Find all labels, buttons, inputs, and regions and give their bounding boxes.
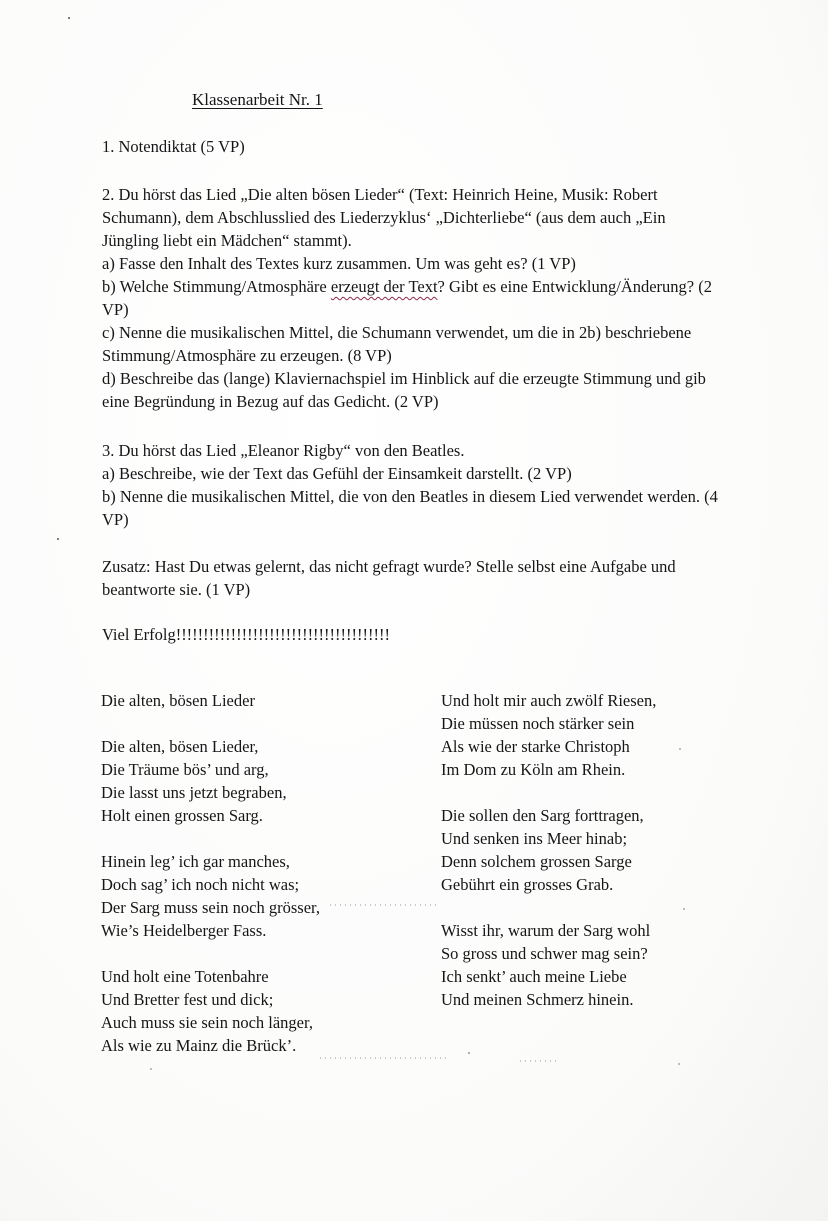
task-3 [102, 439, 742, 531]
scan-noise [320, 1057, 450, 1059]
scan-speck [68, 17, 70, 19]
poem-line: Die sollen den Sarg forttragen, [441, 806, 644, 825]
task-2-intro-line: Jüngling liebt ein Mädchen“ stammt). [102, 231, 352, 250]
poem-line: Die alten, bösen Lieder, [101, 737, 259, 756]
poem-line: Die Träume bös’ und arg, [101, 760, 269, 779]
scan-speck [683, 908, 685, 910]
poem-line: Und Bretter fest und dick; [101, 990, 274, 1009]
task-2c-line: c) Nenne die musikalischen Mittel, die Schumann verwendet, um die in 2b) beschriebene [102, 323, 692, 342]
task-2b-start: b) Welche Stimmung/Atmosphäre [102, 277, 331, 296]
task-2-intro-line: 2. Du hörst das Lied „Die alten bösen Lieder“ (Text: Heinrich Heine, Musik: Robert [102, 185, 658, 204]
scan-noise [330, 904, 440, 906]
scan-speck [150, 1068, 152, 1070]
poem-line: Wie’s Heidelberger Fass. [101, 921, 267, 940]
task-1 [102, 135, 742, 158]
poem-line: So gross und schwer mag sein? [441, 944, 648, 963]
scan-speck [468, 1052, 470, 1054]
bonus-task-line: Zusatz: Hast Du etwas gelernt, das nicht gefragt wurde? Stelle selbst eine Aufgabe und [102, 557, 676, 576]
poem-line: Wisst ihr, warum der Sarg wohl [441, 921, 651, 940]
poem-line: Und holt mir auch zwölf Riesen, [441, 691, 657, 710]
poem-line: Und senken ins Meer hinab; [441, 829, 628, 848]
poem-line: Gebührt ein grosses Grab. [441, 875, 614, 894]
task-3b-line: b) Nenne die musikalischen Mittel, die von den Beatles in diesem Lied verwendet werden. (4 [102, 487, 718, 506]
task-2c-line: Stimmung/Atmosphäre zu erzeugen. (8 VP) [102, 346, 392, 365]
poem-title: Die alten, bösen Lieder [101, 691, 255, 710]
task-2b [102, 275, 742, 298]
task-2d-line: eine Begründung in Bezug auf das Gedicht. (2 VP) [102, 392, 439, 411]
poem-line: Als wie der starke Christoph [441, 737, 630, 756]
scan-noise [520, 1060, 560, 1062]
task-3-intro: 3. Du hörst das Lied „Eleanor Rigby“ von den Beatles. [102, 441, 465, 460]
page-title: Klassenarbeit Nr. 1 [192, 90, 323, 109]
poem-line: Der Sarg muss sein noch grösser, [101, 898, 321, 917]
poem-line: Und meinen Schmerz hinein. [441, 990, 634, 1009]
task-3b-line: VP) [102, 510, 129, 529]
poem-line: Die lasst uns jetzt begraben, [101, 783, 287, 802]
task-2b-continuation: VP) [102, 300, 129, 319]
poem-line: Die müssen noch stärker sein [441, 714, 635, 733]
closing-line [102, 623, 742, 646]
good-luck-text: Viel Erfolg!!!!!!!!!!!!!!!!!!!!!!!!!!!!!!!!!!!!!!! [102, 625, 390, 644]
poem-line: Und holt eine Totenbahre [101, 967, 269, 986]
task-2 [102, 183, 742, 413]
poem-line: Als wie zu Mainz die Brück’. [101, 1036, 297, 1055]
task-2b-end: ? Gibt es eine Entwicklung/Änderung? (2 [437, 277, 712, 296]
poem-left-column [101, 689, 320, 1057]
scan-speck [678, 1063, 680, 1065]
task-2-intro-line: Schumann), dem Abschlusslied des Liederzyklus‘ „Dichterliebe“ (aus dem auch „Ein [102, 208, 666, 227]
scan-speck [57, 538, 59, 540]
task-2d-line: d) Beschreibe das (lange) Klaviernachspiel im Hinblick auf die erzeugte Stimmung und gib [102, 369, 706, 388]
bonus-task [102, 555, 742, 601]
handwritten-underline: erzeugt der Text [330, 277, 438, 296]
task-1-text: 1. Notendiktat (5 VP) [102, 137, 245, 156]
poem-line: Im Dom zu Köln am Rhein. [441, 760, 626, 779]
task-2a: a) Fasse den Inhalt des Textes kurz zusammen. Um was geht es? (1 VP) [102, 254, 576, 273]
poem-line: Holt einen grossen Sarg. [101, 806, 263, 825]
bonus-task-line: beantworte sie. (1 VP) [102, 580, 251, 599]
poem-line: Doch sag’ ich noch nicht was; [101, 875, 300, 894]
poem-right-column [441, 689, 656, 1011]
poem-line: Ich senkt’ auch meine Liebe [441, 967, 627, 986]
poem-line: Hinein leg’ ich gar manches, [101, 852, 290, 871]
poem-line: Auch muss sie sein noch länger, [101, 1013, 313, 1032]
scan-speck [679, 748, 681, 750]
poem-line: Denn solchem grossen Sarge [441, 852, 632, 871]
task-3a: a) Beschreibe, wie der Text das Gefühl der Einsamkeit darstellt. (2 VP) [102, 464, 572, 483]
